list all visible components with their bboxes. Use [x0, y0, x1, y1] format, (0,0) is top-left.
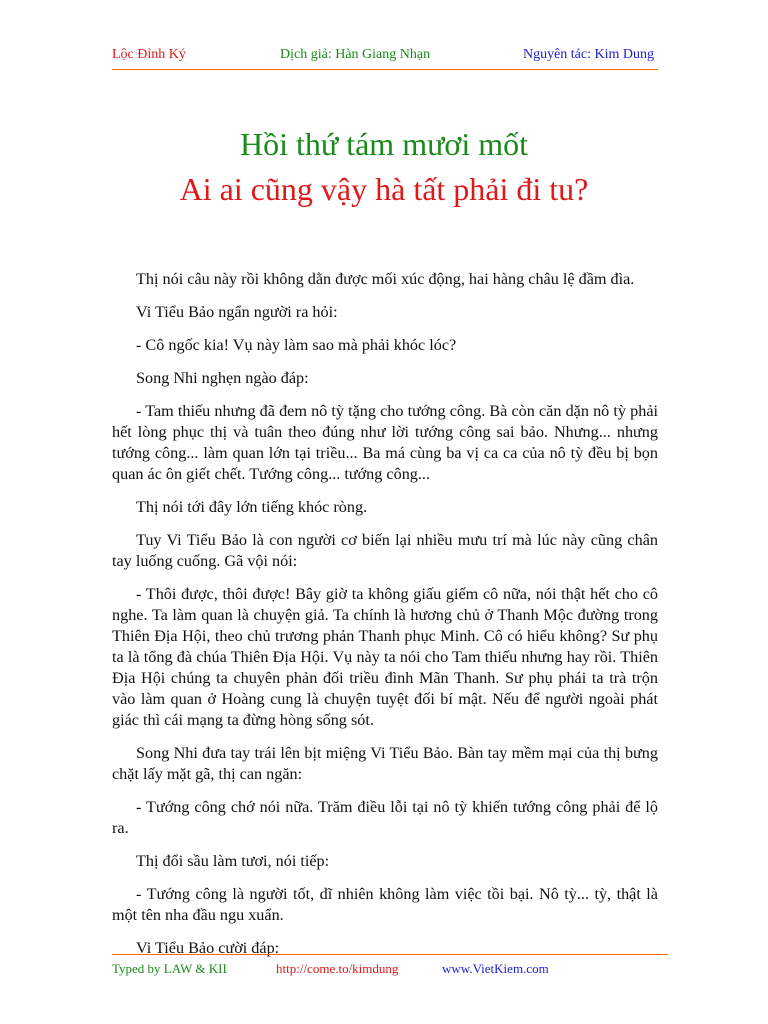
- paragraph: Thị nói tới đây lớn tiếng khóc ròng.: [136, 498, 368, 516]
- body-text: [112, 269, 658, 971]
- footer-link-site[interactable]: www.VietKiem.com: [442, 961, 549, 976]
- book-title: Lộc Đỉnh Ký: [112, 47, 186, 62]
- paragraph: Vi Tiểu Bảo cười đáp:: [136, 939, 280, 957]
- paragraph: Song Nhi nghẹn ngào đáp:: [136, 369, 309, 387]
- paragraph: - Tướng công là người tốt, dĩ nhiên không làm việc tồi bại. Nô tỳ... tỳ, thật là một tên nha đầu ngu xuẩn.: [112, 885, 658, 924]
- paragraph: Thị nói câu này rồi không dằn được mối xúc động, hai hàng châu lệ đầm đìa.: [136, 270, 635, 288]
- chapter-title: Hồi thứ tám mươi mốt: [239, 126, 529, 162]
- paragraph: - Cô ngốc kia! Vụ này làm sao mà phải khóc lóc?: [136, 336, 457, 354]
- footer-link-url[interactable]: http://come.to/kimdung: [276, 961, 399, 976]
- typed-by-credit: Typed by LAW & KII: [112, 961, 227, 976]
- paragraph: Vi Tiểu Bảo ngẩn người ra hỏi:: [136, 303, 338, 321]
- chapter-subtitle: Ai ai cũng vậy hà tất phải đi tu?: [179, 171, 589, 207]
- paragraph: - Tam thiếu nhưng đã đem nô tỳ tặng cho tướng công. Bà còn căn dặn nô tỳ phải hết lòng phục thị và tuân theo đúng như lời tướng công sai bảo. Nhưng... nhưng tướng công... làm quan lớn tại triều... Ba má cùng ba vị ca ca của nô tỳ đều bị bọn quan ác ôn giết chết. Tướng công... tướng công...: [112, 402, 658, 483]
- translator-credit: Dịch giả: Hàn Giang Nhạn: [280, 47, 431, 62]
- page-header: [112, 45, 658, 70]
- author-credit: Nguyên tác: Kim Dung: [522, 47, 654, 62]
- paragraph: Thị đổi sầu làm tươi, nói tiếp:: [136, 852, 330, 870]
- page-footer: [112, 954, 668, 983]
- paragraph: Song Nhi đưa tay trái lên bịt miệng Vi Tiểu Bảo. Bàn tay mềm mại của thị bưng chặt lấy mặt gã, thị can ngăn:: [112, 744, 658, 783]
- paragraph: - Thôi được, thôi được! Bây giờ ta không giấu giếm cô nữa, nói thật hết cho cô nghe. Ta làm quan là chuyện giả. Ta chính là hương chủ ở Thanh Mộc đường trong Thiên Địa Hội, theo chủ trương phản Thanh phục Minh. Cô có hiểu không? Sư phụ ta là tổng đà chúa Thiên Địa Hội. Vụ này ta nói cho Tam thiếu nhưng hay rồi. Thiên Địa Hội chúng ta chuyên phản đối triều đình Mãn Thanh. Sư phụ phái ta trà trộn vào làm quan ở Hoàng cung là chuyện tuyệt đối bí mật. Nếu để người ngoài phát giác thì cái mạng ta đừng hòng sống sót.: [112, 585, 658, 729]
- paragraph: Tuy Vi Tiểu Bảo là con người cơ biến lại nhiều mưu trí mà lúc này cũng chân tay luống cuống. Gã vội nói:: [112, 531, 658, 570]
- paragraph: - Tướng công chớ nói nữa. Trăm điều lỗi tại nô tỳ khiến tướng công phải để lộ ra.: [112, 798, 658, 837]
